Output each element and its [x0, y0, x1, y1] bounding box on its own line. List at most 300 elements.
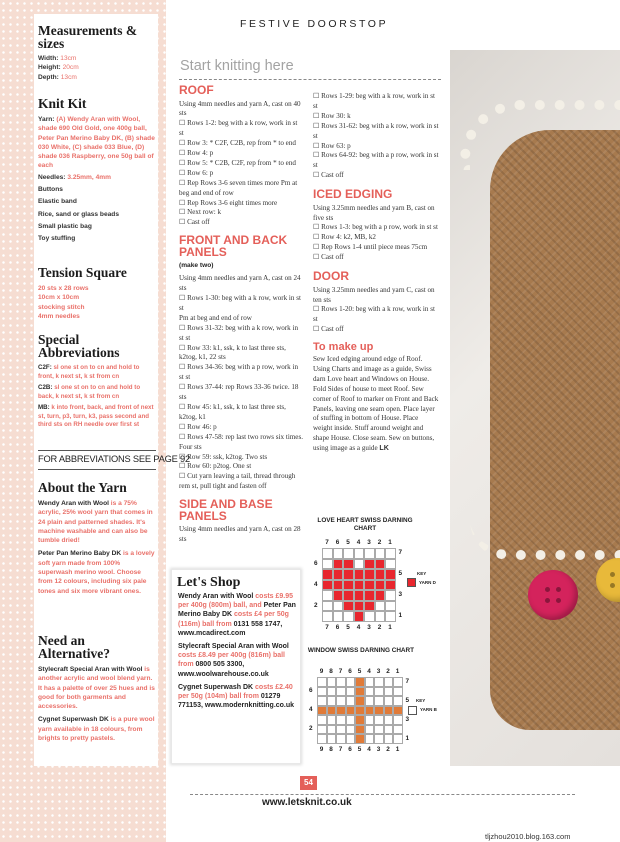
yarn-description: is a lovely soft yarn made from 100% superwash merino wool. Choose from 12 colours, including six pale tones and six more vibrant ones.	[38, 550, 155, 595]
chart-column-number: 7	[325, 539, 329, 546]
pattern-step: ☐ Rows 1-20: beg with a k row, work in st st	[313, 305, 435, 324]
pattern-step: ☐ Row 5: * C2B, C2F, rep from * to end	[179, 158, 296, 167]
chart-cell	[317, 677, 327, 687]
chart-column-number: 4	[367, 745, 371, 753]
shop-product: Wendy Aran with Wool	[178, 593, 254, 600]
kit-item: Buttons	[38, 186, 63, 194]
chart-cell	[343, 559, 354, 570]
measurements-section	[38, 24, 156, 82]
make-up-text: Sew Iced edging around edge of Roof. Using Charts and image as a guide, Swiss darn Love heart and Windows on House. Fold Sides of house to meet Roof. Sew corner of Roof to marker on Front and Back Panels, leaving one seam open. Place layer of stuffing in bottom of House. Place weight inside. Stuff around weight and shape House. Close seam. Sew on buttons, using image as a guide	[313, 355, 439, 453]
shop-price: costs £9.95 per 400g (800m) ball, and	[178, 593, 294, 610]
shop-product: Cygnet Superwash DK	[178, 683, 254, 691]
divider	[38, 450, 156, 451]
pattern-step: ☐ Row 33: k1, ssk, k to last three sts, k2tog, k1, 22 sts	[179, 343, 286, 362]
shop-item	[178, 642, 296, 679]
chart-cell	[336, 725, 346, 735]
chart-column-number: 6	[348, 745, 352, 753]
chart-cell	[333, 580, 344, 591]
tension-section	[38, 266, 156, 321]
abbreviations-section	[38, 333, 156, 430]
chart-cell	[355, 677, 365, 687]
shop-price: costs £2.40 per 50g (104m) ball from	[178, 683, 293, 701]
tension-item: 10cm x 10cm	[38, 294, 80, 302]
chart-row-number: 3	[398, 591, 403, 599]
chart-cell	[393, 734, 403, 744]
page-title: FESTIVE DOORSTOP	[240, 18, 389, 30]
chart-column-number: 2	[386, 668, 390, 675]
iced-edging-image	[470, 490, 620, 560]
pink-button-image	[528, 570, 578, 620]
heart-chart-title: LOVE HEART SWISS DARNING CHART	[317, 517, 413, 532]
iced-edging-image	[460, 100, 620, 170]
chart-cell	[384, 677, 394, 687]
chart-cell	[385, 559, 396, 570]
knitted-house-image	[490, 130, 620, 730]
chart-cell	[385, 611, 396, 622]
pattern-step: Using 4mm needles and yarn A, cast on 40 sts	[179, 99, 301, 118]
pattern-step: ☐ Rep Rows 3-6 seven times more Pm at beg and end of row	[179, 178, 298, 197]
chart-cell	[354, 611, 365, 622]
chart-cell	[355, 696, 365, 706]
shop-product: Peter Pan Merino Baby DK	[178, 602, 296, 619]
chart-row-number: 5	[398, 570, 403, 578]
chart-cell	[375, 611, 386, 622]
about-yarn-text	[38, 499, 156, 596]
chart-cell	[375, 569, 386, 580]
author-initials: LK	[379, 444, 389, 453]
chart-cell	[355, 706, 365, 716]
chart-column-number: 7	[338, 668, 343, 675]
chart-cell	[365, 734, 375, 744]
pattern-step: Pm at beg and end of row	[179, 313, 252, 322]
pattern-step: Using 4mm needles and yarn A, cast on 24 sts	[179, 274, 301, 293]
page-number: 54	[300, 776, 317, 790]
pattern-step: ☐ Rows 1-2: beg with a k row, work in st st	[179, 119, 298, 138]
chart-cell	[375, 580, 386, 591]
chart-cell	[374, 687, 384, 697]
heart-key-yarn: YARN D	[419, 580, 436, 585]
pattern-step: ☐ Row 59: ssk, k2tog. Two sts	[179, 452, 268, 461]
yarn-name: Stylecraft Special Aran with Wool	[38, 666, 143, 673]
shop-item	[178, 592, 296, 638]
chart-cell	[354, 559, 365, 570]
chart-column-number: 2	[377, 623, 382, 631]
chart-column-number: 5	[357, 745, 362, 753]
shop-heading: Let's Shop	[177, 575, 241, 590]
divider	[38, 469, 156, 470]
shop-contact[interactable]: 01279 771153, www.modernknitting.co.uk	[178, 693, 295, 710]
chart-cell	[364, 611, 375, 622]
chart-cell	[393, 725, 403, 735]
abbr-entry	[38, 384, 156, 402]
chart-cell	[343, 590, 354, 601]
website-link[interactable]: www.letsknit.co.uk	[262, 797, 352, 808]
pattern-step: ☐ Rows 1-29: beg with a k row, work in st st	[313, 92, 435, 110]
pattern-step: ☐ Row 30: k	[313, 111, 351, 120]
pattern-step: ☐ Cast off	[313, 325, 344, 334]
yarn-name: Peter Pan Merino Baby DK	[38, 550, 122, 558]
chart-column-number: 4	[367, 668, 371, 675]
measure-width	[38, 54, 156, 63]
chart-column-number: 1	[388, 539, 392, 546]
chart-column-number: 1	[388, 623, 392, 631]
chart-cell	[327, 696, 337, 706]
chart-column-number: 4	[356, 623, 361, 631]
chart-cell	[364, 559, 375, 570]
chart-cell	[375, 590, 386, 601]
about-yarn-section	[38, 481, 156, 596]
window-chart-grid	[317, 677, 403, 744]
chart-cell	[343, 580, 354, 591]
chart-cell	[317, 725, 327, 735]
alternative-text	[38, 665, 156, 743]
pattern-step: ☐ Cast off	[313, 171, 344, 180]
yarn-entry	[38, 115, 156, 171]
chart-cell	[365, 677, 375, 687]
alternative-section	[38, 634, 156, 743]
chart-cell	[355, 734, 365, 744]
chart-column-number: 6	[348, 668, 352, 675]
abbreviations-heading: Special Abbreviations	[38, 332, 120, 360]
chart-cell	[374, 677, 384, 687]
chart-cell	[364, 548, 375, 559]
abbr-entry	[38, 364, 156, 382]
chart-cell	[375, 601, 386, 612]
chart-cell	[336, 706, 346, 716]
chart-column-number: 9	[319, 668, 324, 675]
chart-cell	[374, 696, 384, 706]
yarn-description: is a pure wool yarn available in 18 colours, from brights to pretty pastels.	[38, 716, 155, 743]
chart-cell	[354, 580, 365, 591]
chart-cell	[322, 548, 333, 559]
kit-item: Elastic band	[38, 198, 77, 206]
pattern-step: ☐ Row 46: p	[179, 422, 217, 431]
watermark-credit: tljzhou2010.blog.163.com	[485, 832, 571, 841]
chart-cell	[346, 734, 356, 744]
shop-product: Stylecraft Special Aran with Wool	[178, 643, 289, 651]
measure-label: Height:	[38, 64, 61, 72]
knit-kit-list	[38, 115, 156, 244]
alt-entry	[38, 715, 156, 743]
measure-label: Depth:	[38, 73, 59, 81]
chart-cell	[336, 687, 346, 697]
chart-cell	[355, 687, 365, 697]
chart-cell	[375, 548, 386, 559]
chart-cell	[317, 696, 327, 706]
chart-column-number: 6	[335, 623, 340, 631]
yarn-description: is another acrylic and wool blend yarn. It has a palette of over 25 hues and is good for both garments and accessories.	[38, 666, 155, 711]
chart-cell	[317, 687, 327, 697]
pattern-column-2	[313, 92, 439, 454]
chart-cell	[385, 548, 396, 559]
chart-cell	[343, 548, 354, 559]
chart-cell	[374, 706, 384, 716]
pattern-step: ☐ Rows 31-62: beg with a k row, work in st st	[313, 121, 439, 140]
chart-cell	[365, 715, 375, 725]
heart-chart-grid	[322, 548, 396, 622]
heart-key-label: KEY	[417, 571, 427, 576]
pattern-step: ☐ Rows 1-3: beg with a p row, work in st st	[313, 223, 438, 232]
shop-list	[178, 592, 296, 714]
chart-cell	[364, 580, 375, 591]
chart-row-number: 4	[314, 580, 318, 588]
chart-cell	[327, 706, 337, 716]
chart-column-number: 3	[367, 623, 371, 631]
chart-cell	[384, 696, 394, 706]
yarn-name: Wendy Aran with Wool	[38, 500, 109, 507]
kit-item: Rice, sand or glass beads	[38, 210, 119, 218]
chart-cell	[384, 687, 394, 697]
pattern-step: Using 3.25mm needles and yarn B, cast on five sts	[313, 203, 435, 222]
abbr-key: C2B:	[38, 383, 53, 391]
chart-column-number: 6	[335, 539, 340, 546]
chart-cell	[327, 725, 337, 735]
about-yarn-heading: About the Yarn	[38, 480, 127, 495]
abbr-value: sl one st on to cn and hold to back, k next st, k st from cn	[38, 383, 141, 400]
chart-column-number: 1	[395, 745, 400, 753]
needles-text: 3.25mm, 4mm	[67, 173, 111, 181]
about-entry	[38, 499, 156, 545]
chart-cell	[393, 687, 403, 697]
pattern-step: ☐ Rep Rows 3-6 eight times more	[179, 198, 278, 207]
chart-cell	[374, 734, 384, 744]
chart-column-number: 2	[386, 745, 390, 753]
pattern-step: ☐ Rows 64-92: beg with a p row, work in st st	[313, 151, 439, 170]
measure-depth	[38, 73, 156, 82]
front-back-heading: FRONT AND BACK PANELS	[179, 233, 288, 259]
chart-cell	[374, 725, 384, 735]
chart-cell	[354, 548, 365, 559]
chart-cell	[346, 715, 356, 725]
pattern-step: ☐ Rows 1-30: beg with a k row, work in st st	[179, 294, 301, 312]
chart-column-number: 3	[367, 539, 371, 546]
chart-column-number: 3	[376, 668, 381, 675]
chart-row-number: 3	[405, 715, 410, 723]
chart-column-number: 5	[346, 623, 350, 631]
pattern-step: ☐ Cast off	[313, 253, 344, 262]
chart-cell	[384, 734, 394, 744]
needles-entry	[38, 173, 156, 182]
chart-cell	[365, 696, 375, 706]
tension-item: stocking stitch	[38, 303, 85, 311]
chart-cell	[317, 734, 327, 744]
tension-list	[38, 284, 156, 321]
door-heading: DOOR	[313, 269, 349, 284]
chart-row-number: 5	[405, 696, 410, 704]
chart-cell	[336, 715, 346, 725]
measurements-heading: Measurements & sizes	[38, 23, 138, 51]
measure-value: 13cm	[60, 73, 77, 81]
knit-kit-section	[38, 97, 156, 244]
measure-height	[38, 63, 156, 72]
chart-cell	[393, 677, 403, 687]
pattern-step: ☐ Rows 34-36: beg with a p row, work in st st	[179, 363, 298, 382]
yarn-description: is a 75% acrylic, 25% wool yarn that comes in 24 plain and patterned shades. It's machine washable and can also be tumble dried!	[38, 500, 153, 545]
roof-heading: ROOF	[179, 83, 214, 97]
doorstop-photo	[450, 50, 620, 766]
yarn-name: Cygnet Superwash DK	[38, 716, 109, 724]
chart-cell	[322, 569, 333, 580]
window-key-yarn: YARN B	[420, 707, 437, 712]
pattern-step: Using 3.25mm needles and yarn C, cast on ten sts	[313, 285, 435, 304]
alternative-heading: Need an Alternative?	[38, 633, 110, 661]
divider	[190, 794, 575, 795]
chart-cell	[385, 590, 396, 601]
chart-cell	[364, 601, 375, 612]
chart-row-number: 6	[309, 687, 313, 695]
chart-column-number: 8	[329, 668, 333, 675]
chart-cell	[355, 715, 365, 725]
chart-cell	[385, 580, 396, 591]
chart-cell	[322, 580, 333, 591]
chart-column-number: 7	[338, 745, 343, 753]
chart-cell	[343, 569, 354, 580]
pattern-step: ☐ Row 4: p	[179, 149, 214, 158]
measure-value: 20cm	[62, 64, 79, 72]
pattern-step: ☐ Row 45: k1, ssk, k to last three sts, k2tog, k1	[179, 402, 286, 421]
chart-cell	[375, 559, 386, 570]
chart-cell	[322, 559, 333, 570]
chart-cell	[346, 677, 356, 687]
chart-cell	[343, 601, 354, 612]
chart-cell	[384, 715, 394, 725]
chart-cell	[317, 715, 327, 725]
make-up-paragraph	[313, 355, 439, 454]
chart-row-number: 1	[405, 734, 410, 742]
chart-row-number: 7	[405, 677, 410, 685]
chart-cell	[317, 706, 327, 716]
pattern-step: Using 4mm needles and yarn A, cast on 28 sts	[179, 525, 301, 544]
window-chart-title: WINDOW SWISS DARNING CHART	[307, 647, 415, 654]
measure-label: Width:	[38, 55, 59, 62]
chart-cell	[333, 590, 344, 601]
abbr-value: k into front, back, and front of next st, turn, p3, turn, k3, pass second and third sts on RH needle over first st	[38, 403, 154, 429]
chart-cell	[393, 715, 403, 725]
pattern-step: ☐ Row 3: * C2F, C2B, rep from * to end	[179, 139, 296, 148]
chart-column-number: 2	[377, 539, 382, 546]
pattern-step: ☐ Cast off	[179, 218, 210, 227]
chart-column-number: 8	[329, 745, 333, 753]
shop-contact[interactable]: 0800 505 3300, www.woolwarehouse.co.uk	[178, 661, 269, 678]
chart-cell	[354, 569, 365, 580]
chart-row-number: 7	[398, 549, 403, 557]
chart-cell	[393, 696, 403, 706]
pattern-step: ☐ Rep Rows 1-4 until piece meas 75cm	[313, 243, 428, 252]
pattern-step: ☐ Rows 37-44: rep Rows 33-36 twice. 18 sts	[179, 383, 299, 402]
chart-cell	[374, 715, 384, 725]
chart-row-number: 2	[314, 601, 318, 609]
abbreviations-list	[38, 364, 156, 430]
side-base-heading: SIDE AND BASE PANELS	[179, 497, 273, 523]
chart-cell	[346, 696, 356, 706]
chart-cell	[364, 590, 375, 601]
chart-cell	[322, 601, 333, 612]
iced-edging-heading: ICED EDGING	[313, 187, 393, 202]
tension-item: 4mm needles	[38, 312, 80, 320]
chart-column-number: 4	[356, 539, 361, 546]
chart-cell	[322, 611, 333, 622]
chart-cell	[333, 559, 344, 570]
abbr-value: sl one st on to cn and hold to front, k next st, k st from cn	[38, 364, 140, 380]
chart-cell	[365, 725, 375, 735]
start-knitting-heading: Start knitting here	[180, 58, 294, 74]
pattern-step: ☐ Row 63: p	[313, 141, 351, 150]
make-up-heading: To make up	[313, 341, 374, 354]
chart-cell	[346, 725, 356, 735]
divider	[179, 79, 441, 80]
chart-cell	[333, 548, 344, 559]
kit-item: Small plastic bag	[38, 222, 92, 230]
chart-column-number: 3	[376, 745, 381, 753]
chart-cell	[384, 725, 394, 735]
shop-contact[interactable]: 0131 558 1747, www.mcadirect.com	[178, 620, 283, 637]
chart-cell	[327, 734, 337, 744]
chart-row-number: 6	[314, 559, 318, 567]
pattern-column-1	[179, 85, 303, 545]
pattern-step: ☐ Row 60: p2tog. One st	[179, 462, 252, 471]
chart-cell	[393, 706, 403, 716]
chart-cell	[327, 715, 337, 725]
chart-cell	[346, 687, 356, 697]
abbr-key: C2F:	[38, 364, 52, 371]
pattern-step: ☐ Row 4: k2, MB, k2	[313, 233, 376, 242]
chart-row-number: 4	[309, 706, 313, 714]
chart-cell	[365, 706, 375, 716]
chart-cell	[385, 601, 396, 612]
about-entry	[38, 549, 156, 595]
tension-item: 20 sts x 28 rows	[38, 285, 89, 292]
chart-cell	[327, 687, 337, 697]
chart-column-number: 9	[319, 745, 324, 753]
heart-key-swatch	[407, 578, 416, 587]
chart-cell	[343, 611, 354, 622]
alt-entry	[38, 665, 156, 711]
abbr-key: MB:	[38, 403, 50, 411]
chart-cell	[364, 569, 375, 580]
window-key-swatch	[408, 706, 417, 715]
chart-cell	[333, 601, 344, 612]
tension-heading: Tension Square	[38, 265, 127, 280]
chart-cell	[333, 569, 344, 580]
kit-item: Toy stuffing	[38, 235, 76, 243]
chart-cell	[333, 611, 344, 622]
chart-cell	[336, 734, 346, 744]
needles-label: Needles:	[38, 173, 66, 181]
shop-item	[178, 683, 296, 711]
chart-cell	[346, 706, 356, 716]
chart-cell	[336, 696, 346, 706]
window-key-label: KEY	[416, 698, 426, 703]
shop-price: costs £8.49 per 400g (816m) ball from	[178, 652, 285, 669]
front-back-subheading: (make two)	[179, 262, 214, 270]
chart-row-number: 1	[398, 612, 403, 620]
abbr-entry	[38, 404, 156, 431]
chart-cell	[327, 677, 337, 687]
pattern-step: ☐ Row 6: p	[179, 168, 214, 177]
abbreviations-page-link[interactable]: FOR ABBREVIATIONS SEE PAGE 92	[38, 454, 190, 464]
chart-cell	[365, 687, 375, 697]
pattern-step: ☐ Rows 31-32: beg with a k row, work in st st	[179, 323, 298, 342]
chart-cell	[336, 677, 346, 687]
chart-cell	[355, 725, 365, 735]
measure-value: 13cm	[60, 55, 77, 62]
chart-row-number: 2	[309, 725, 313, 733]
measurements-list	[38, 54, 156, 82]
chart-column-number: 1	[395, 668, 400, 675]
chart-column-number: 7	[325, 623, 329, 631]
chart-column-number: 5	[357, 668, 362, 675]
chart-cell	[354, 601, 365, 612]
